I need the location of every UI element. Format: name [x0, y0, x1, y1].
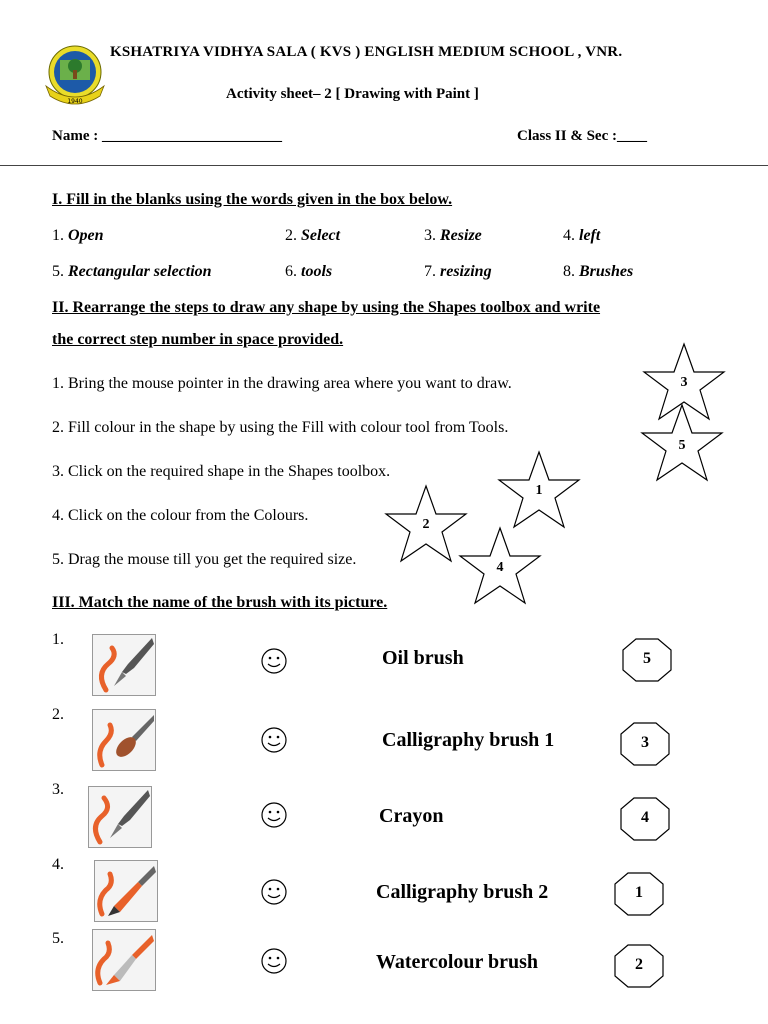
- answer-star: 5: [640, 403, 724, 483]
- step-item: 3. Click on the required shape in the Shapes toolbox.: [52, 463, 391, 480]
- word-item: 2. Select: [285, 227, 341, 244]
- smiley-icon: [260, 726, 288, 754]
- brush-name: Watercolour brush: [376, 951, 539, 973]
- word-item: 7. resizing: [424, 263, 492, 280]
- brush-name: Oil brush: [382, 647, 464, 669]
- smiley-icon: [260, 878, 288, 906]
- oil-brush-picture: [92, 634, 156, 696]
- answer-box: 4: [620, 797, 670, 841]
- row-number: 3.: [52, 781, 64, 798]
- word-item: 6. tools: [285, 263, 333, 280]
- step-item: 1. Bring the mouse pointer in the drawing area where you want to draw.: [52, 375, 512, 392]
- answer-box: 5: [622, 638, 672, 682]
- answer-star: 1: [497, 450, 581, 530]
- school-name: KSHATRIYA VIDHYA SALA ( KVS ) ENGLISH MEDIUM SCHOOL , VNR.: [110, 44, 623, 60]
- answer-star: 2: [384, 484, 468, 564]
- smiley-icon: [260, 947, 288, 975]
- brush-name: Crayon: [379, 805, 444, 827]
- word-item: 5. Rectangular selection: [52, 263, 212, 280]
- word-item: 1. Open: [52, 227, 104, 244]
- brush-name: Calligraphy brush 1: [382, 729, 555, 751]
- answer-star: 4: [458, 526, 542, 606]
- calligraphy-brush-1-picture: [92, 709, 156, 771]
- crayon-picture: [88, 786, 152, 848]
- sheet-title: Activity sheet– 2 [ Drawing with Paint ]: [226, 86, 479, 102]
- section3-heading: III. Match the name of the brush with its picture.: [52, 594, 388, 611]
- logo-text: 1940: [67, 98, 83, 105]
- word-item: 8. Brushes: [563, 263, 634, 280]
- answer-box: 1: [614, 872, 664, 916]
- section2-heading-line2: the correct step number in space provided.: [52, 331, 344, 348]
- answer-box: 3: [620, 722, 670, 766]
- row-number: 4.: [52, 856, 64, 873]
- header-divider: [0, 165, 768, 166]
- answer-box: 2: [614, 944, 664, 988]
- word-item: 4. left: [563, 227, 601, 244]
- row-number: 5.: [52, 930, 64, 947]
- school-logo: [40, 42, 110, 110]
- watercolour-brush-picture: [92, 929, 156, 991]
- smiley-icon: [260, 647, 288, 675]
- calligraphy-brush-2-picture: [94, 860, 158, 922]
- section2-heading-line1: II. Rearrange the steps to draw any shape by using the Shapes toolbox and write: [52, 299, 601, 316]
- answer-star: 3: [642, 342, 726, 422]
- step-item: 5. Drag the mouse till you get the required size.: [52, 551, 357, 568]
- class-field-label: Class II & Sec :____: [517, 128, 647, 144]
- word-item: 3. Resize: [424, 227, 482, 244]
- step-item: 2. Fill colour in the shape by using the Fill with colour tool from Tools.: [52, 419, 509, 436]
- row-number: 2.: [52, 706, 64, 723]
- row-number: 1.: [52, 631, 64, 648]
- section1-heading: I. Fill in the blanks using the words given in the box below.: [52, 191, 453, 208]
- smiley-icon: [260, 801, 288, 829]
- step-item: 4. Click on the colour from the Colours.: [52, 507, 309, 524]
- name-field-label: Name : ________________________: [52, 128, 282, 144]
- brush-name: Calligraphy brush 2: [376, 881, 549, 903]
